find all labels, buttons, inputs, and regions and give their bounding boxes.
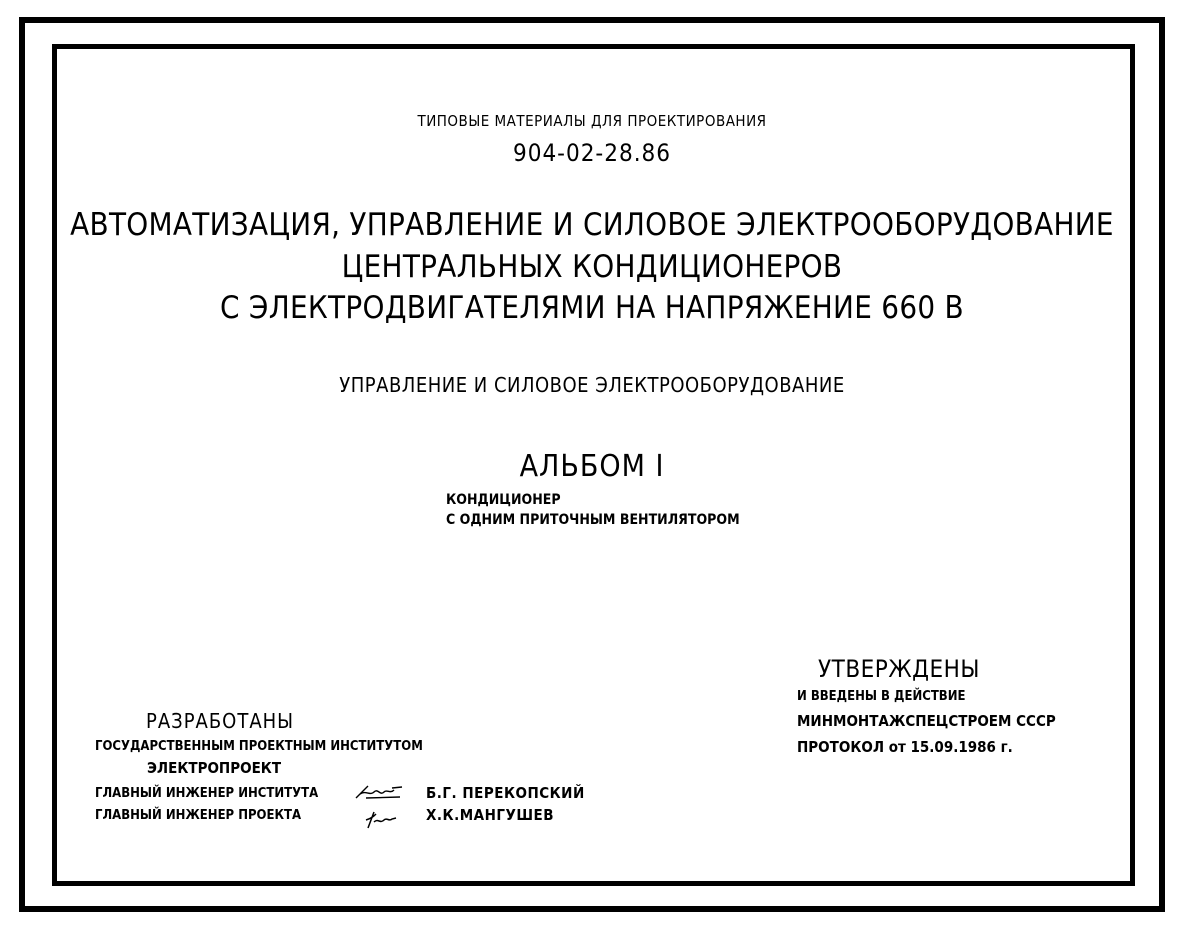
title-line-1: АВТОМАТИЗАЦИЯ, УПРАВЛЕНИЕ И СИЛОВОЕ ЭЛЕКТРООБОРУДОВАНИЕ: [70, 207, 1114, 243]
title-line-2: ЦЕНТРАЛЬНЫХ КОНДИЦИОНЕРОВ: [341, 249, 843, 285]
series-label: ТИПОВЫЕ МАТЕРИАЛЫ ДЛЯ ПРОЕКТИРОВАНИЯ: [417, 112, 767, 130]
developed-line-1: ГОСУДАРСТВЕННЫМ ПРОЕКТНЫМ ИНСТИТУТОМ: [95, 739, 423, 754]
signature-1: [354, 782, 404, 802]
album-description-line-2: С ОДНИМ ПРИТОЧНЫМ ВЕНТИЛЯТОРОМ: [446, 512, 740, 528]
approved-line-1: И ВВЕДЕНЫ В ДЕЙСТВИЕ: [797, 689, 966, 704]
developed-institute: ЭЛЕКТРОПРОЕКТ: [147, 759, 282, 777]
signature-2: [362, 808, 398, 830]
series-code: 904-02-28.86: [512, 139, 672, 167]
subtitle: УПРАВЛЕНИЕ И СИЛОВОЕ ЭЛЕКТРООБОРУДОВАНИЕ: [339, 373, 845, 397]
developed-heading: РАЗРАБОТАНЫ: [146, 709, 295, 733]
signatory-role-1: ГЛАВНЫЙ ИНЖЕНЕР ИНСТИТУТА: [95, 786, 319, 801]
signatory-name-2: Х.К.МАНГУШЕВ: [426, 806, 555, 824]
title-line-3: С ЭЛЕКТРОДВИГАТЕЛЯМИ НА НАПРЯЖЕНИЕ 660 В: [220, 290, 964, 326]
approved-protocol: ПРОТОКОЛ от 15.09.1986 г.: [797, 738, 1013, 756]
signatory-role-2: ГЛАВНЫЙ ИНЖЕНЕР ПРОЕКТА: [95, 808, 302, 823]
album-description-line-1: КОНДИЦИОНЕР: [446, 492, 561, 508]
album-label: АЛЬБОМ I: [519, 449, 665, 484]
approved-heading: УТВЕРЖДЕНЫ: [818, 655, 980, 683]
signatory-name-1: Б.Г. ПЕРЕКОПСКИЙ: [426, 784, 585, 802]
approved-ministry: МИНМОНТАЖСПЕЦСТРОЕМ СССР: [797, 712, 1056, 730]
